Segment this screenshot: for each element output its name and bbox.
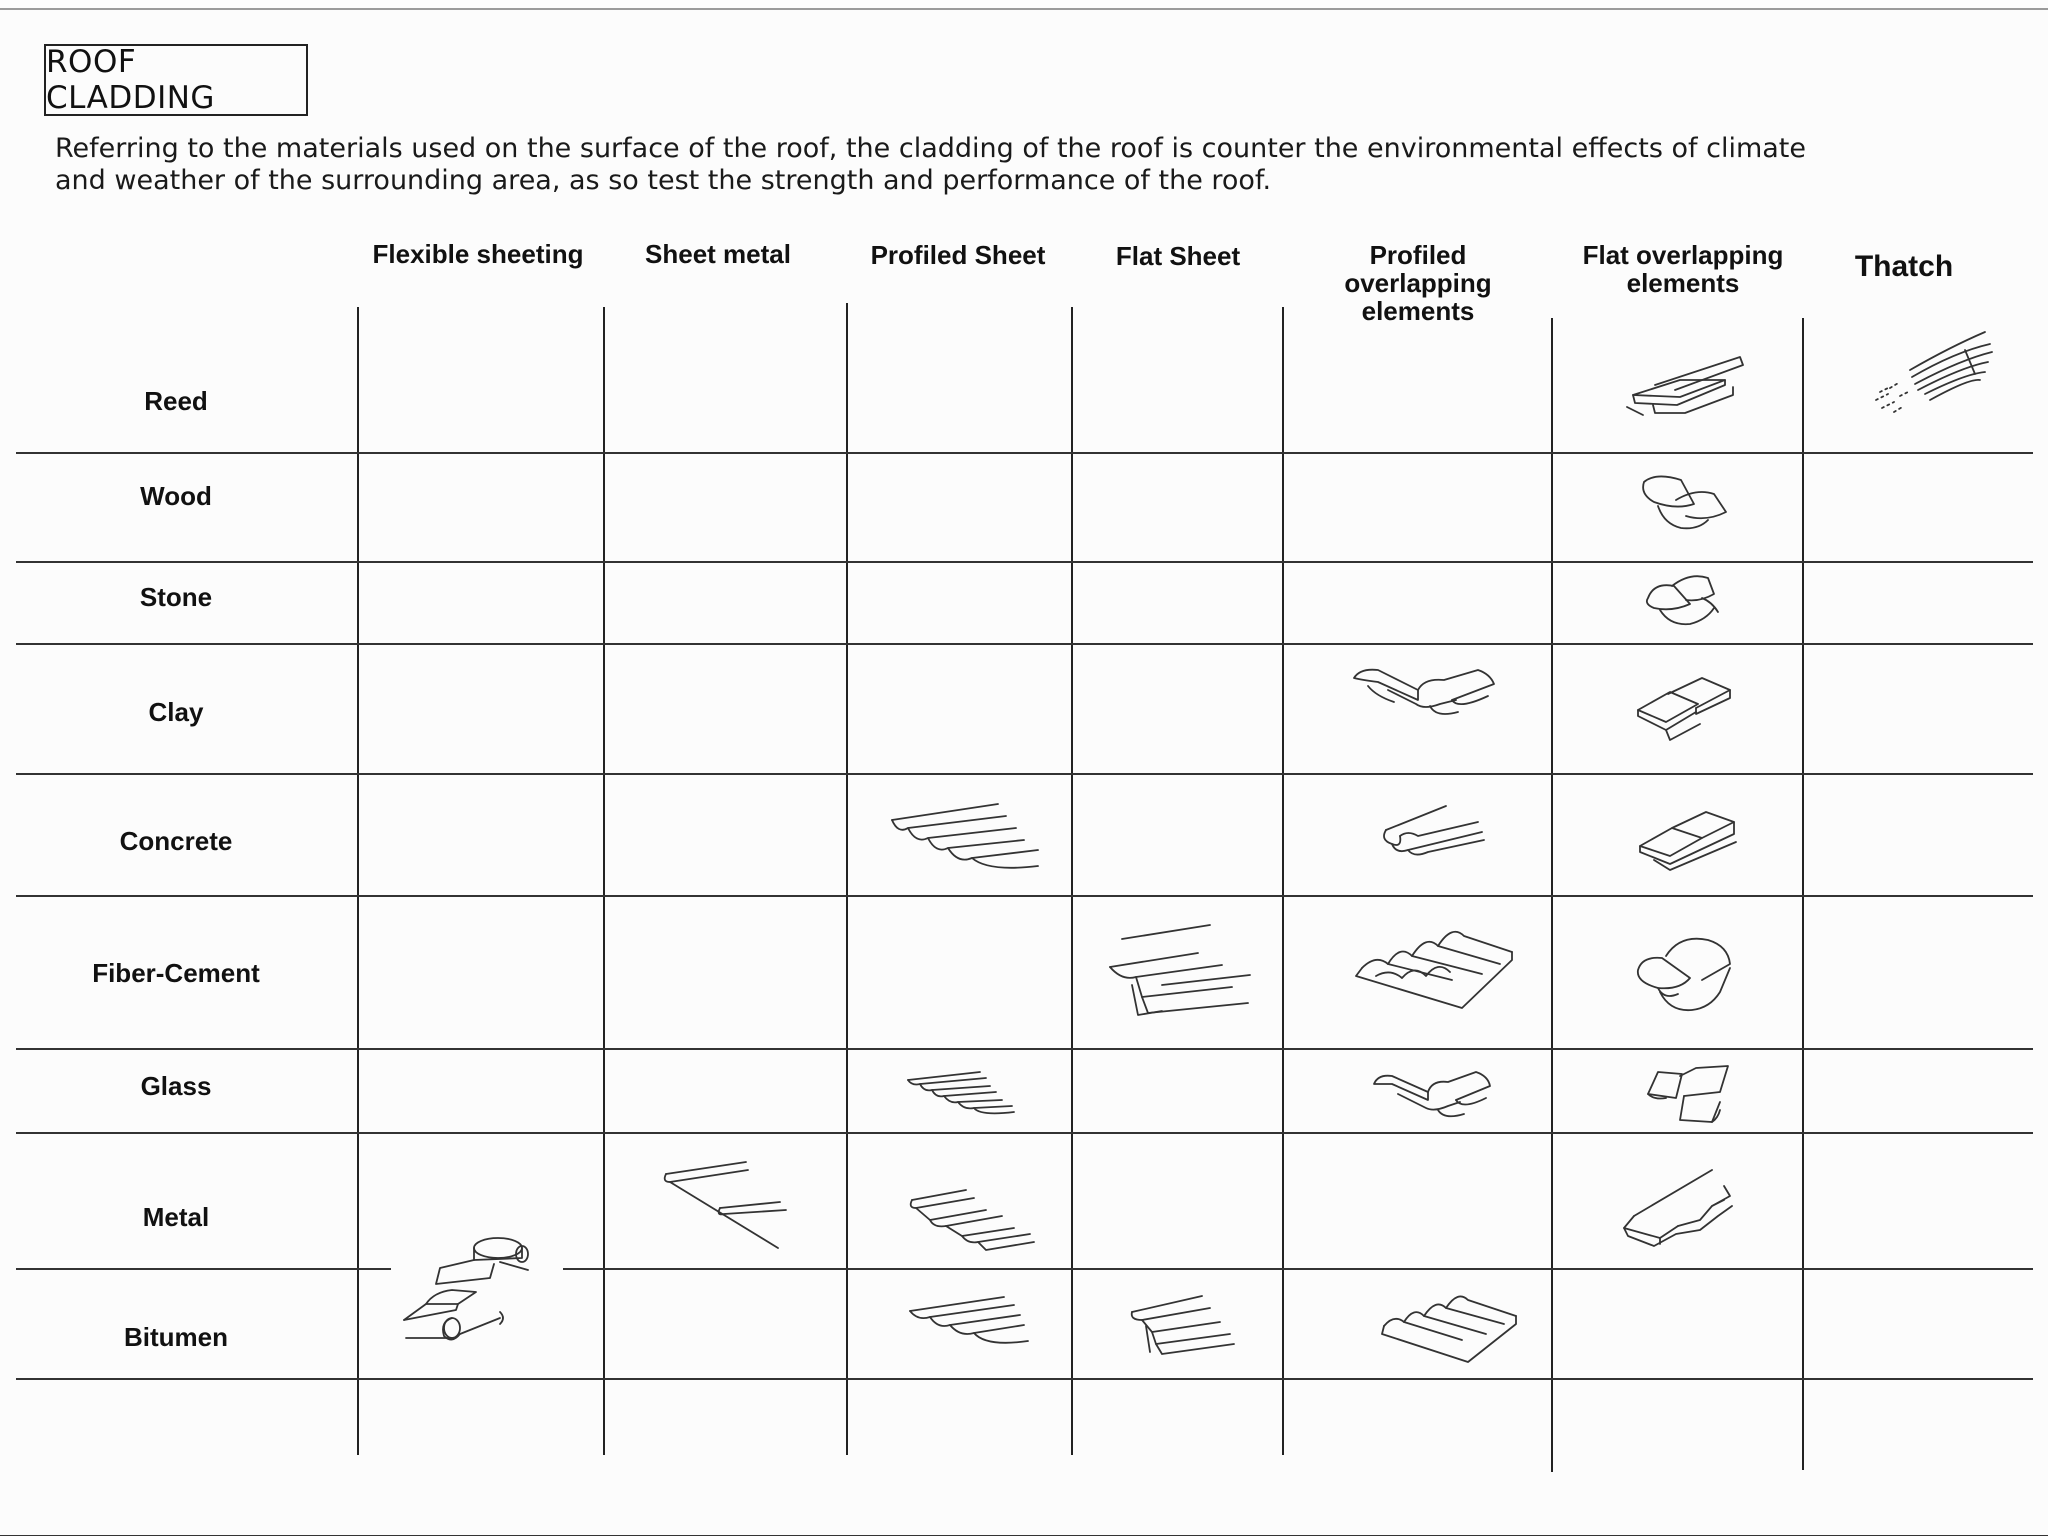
profiled-sheet-bitumen-sketch <box>904 1295 1034 1357</box>
profiled-sheet-concrete-sketch <box>888 800 1048 880</box>
grid-line-v1 <box>357 307 359 1455</box>
row-label-stone: Stone <box>139 582 213 612</box>
profiled-overlapping-glass-sketch <box>1368 1066 1498 1130</box>
profiled-sheet-glass-sketch <box>902 1070 1022 1130</box>
column-header-profiled-sheet: Profiled Sheet <box>870 240 1046 270</box>
column-header-sheet-metal: Sheet metal <box>645 239 791 269</box>
grid-line-h4 <box>16 773 2033 775</box>
flat-sheet-bitumen-sketch <box>1126 1292 1246 1362</box>
row-label-clay: Clay <box>148 697 204 727</box>
flat-overlapping-fiber-cement-sketch <box>1630 930 1740 1020</box>
row-label-metal: Metal <box>142 1202 210 1232</box>
profiled-overlapping-concrete-sketch <box>1378 800 1488 862</box>
grid-line-v2 <box>603 307 605 1455</box>
flat-overlapping-wood-sketch <box>1636 472 1736 544</box>
row-label-concrete: Concrete <box>119 826 233 856</box>
row-label-reed: Reed <box>144 386 208 416</box>
top-rule <box>0 8 2048 10</box>
flat-overlapping-clay-sketch <box>1630 670 1740 750</box>
grid-line-h6 <box>16 1048 2033 1050</box>
row-label-wood: Wood <box>140 481 212 511</box>
grid-line-v7 <box>1802 318 1804 1470</box>
profiled-sheet-metal-sketch <box>906 1180 1046 1260</box>
flat-overlapping-metal-sketch <box>1620 1166 1740 1256</box>
profiled-overlapping-fiber-cement-sketch <box>1352 922 1522 1012</box>
flat-overlapping-stone-sketch <box>1642 568 1727 638</box>
grid-line-h5 <box>16 895 2033 897</box>
grid-line-h8a <box>16 1268 391 1270</box>
grid-line-h8b <box>563 1268 2033 1270</box>
flat-overlapping-concrete-sketch <box>1630 806 1740 878</box>
row-label-bitumen: Bitumen <box>124 1322 228 1352</box>
row-label-fiber-cement: Fiber-Cement <box>92 958 260 988</box>
column-header-flexible-sheeting: Flexible sheeting <box>372 239 584 269</box>
column-header-profiled-overlapping: Profiled overlapping elements <box>1344 240 1492 326</box>
grid-line-h2 <box>16 561 2033 563</box>
grid-line-h3 <box>16 643 2033 645</box>
page-title: ROOF CLADDING <box>44 44 308 116</box>
grid-line-h7 <box>16 1132 2033 1134</box>
profiled-overlapping-bitumen-sketch <box>1376 1290 1526 1370</box>
grid-line-h9 <box>16 1378 2033 1380</box>
grid-line-v5 <box>1282 307 1284 1455</box>
column-header-flat-sheet: Flat Sheet <box>1115 241 1241 271</box>
grid-line-v4 <box>1071 307 1073 1455</box>
sheet-metal-metal-sketch <box>660 1160 800 1250</box>
intro-paragraph: Referring to the materials used on the surface of the roof, the cladding of the roof is counter the environmental effects of climate and weather of the surrounding area, as so test the strength and performance of the roof. <box>55 133 1806 196</box>
flexible-sheeting-sketch <box>396 1228 566 1348</box>
grid-line-h1 <box>16 452 2033 454</box>
row-label-glass: Glass <box>140 1071 212 1101</box>
flat-sheet-fiber-cement-sketch <box>1102 925 1262 1025</box>
flat-overlapping-glass-sketch <box>1640 1062 1740 1132</box>
column-header-flat-overlapping: Flat overlapping elements <box>1582 240 1784 298</box>
grid-line-v3 <box>846 303 848 1455</box>
flat-overlapping-reed-sketch <box>1625 345 1745 430</box>
thatch-reed-sketch <box>1870 322 2000 417</box>
profiled-overlapping-clay-sketch <box>1348 660 1498 732</box>
column-header-thatch: Thatch <box>1854 250 1954 283</box>
